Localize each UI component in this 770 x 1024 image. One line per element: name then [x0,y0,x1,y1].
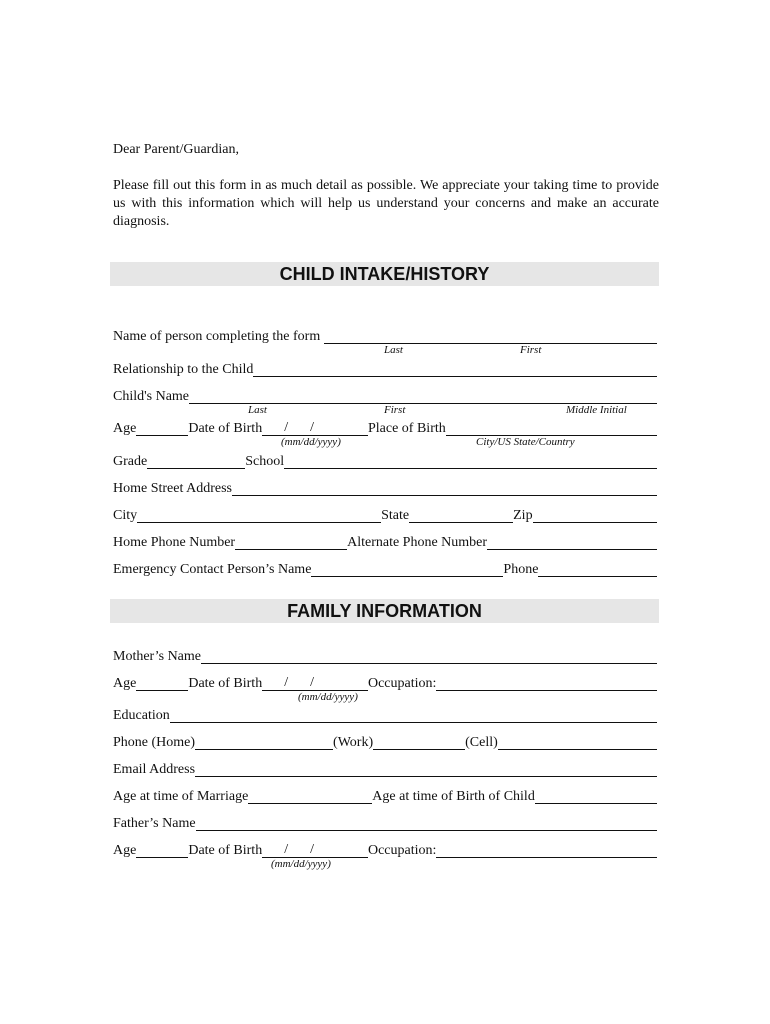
hint-last: Last [384,344,403,356]
dob-day[interactable] [288,676,310,691]
grade-field[interactable] [147,454,245,469]
father-age-field[interactable] [136,843,188,858]
emergency-row [113,559,657,577]
emergency-phone-label: Phone [503,562,539,577]
school-field[interactable] [284,454,657,469]
home-phone-field[interactable] [235,535,347,550]
email-row [113,759,657,777]
hint-father-dob: (mm/dd/yyyy) [271,858,331,870]
mother-occupation-field[interactable] [436,676,657,691]
home-phone-label: Home Phone Number [113,535,236,550]
father-dob-field[interactable]: / / [262,842,368,858]
relationship-row [113,359,657,377]
city-label: City [113,508,138,523]
alt-phone-field[interactable] [487,535,657,550]
intro-paragraph: Please fill out this form in as much detail as possible. We appreciate your taking time to provide us with this information which will help us understand your concerns and make an accurate diagnosis. [113,178,659,229]
mother-phones-row [113,732,657,750]
father-name-label: Father’s Name [113,816,196,831]
child-name-label: Child's Name [113,389,190,404]
mother-dob-label: Date of Birth [188,676,263,691]
state-label: State [381,508,410,523]
mother-dob-field[interactable]: / / [262,675,368,691]
child-name-row [113,386,657,404]
email-label: Email Address [113,762,196,777]
hint-mother-dob: (mm/dd/yyyy) [298,691,358,703]
cell-field[interactable] [498,735,657,750]
child-age-field[interactable] [136,421,188,436]
age-birth-field[interactable] [535,789,657,804]
mother-name-field[interactable] [201,649,657,664]
age-birth-label: Age at time of Birth of Child [372,789,535,804]
relationship-field[interactable] [253,362,657,377]
place-of-birth-field[interactable] [446,421,657,436]
child-dob-label: Date of Birth [188,421,263,436]
father-age-label: Age [113,843,137,858]
dob-month[interactable] [262,843,284,858]
child-intake-heading: CHILD INTAKE/HISTORY [110,262,659,286]
emergency-field[interactable] [311,562,503,577]
mother-name-row [113,646,657,664]
dob-year[interactable] [314,843,368,858]
education-label: Education [113,708,170,723]
phone-home-field[interactable] [195,735,333,750]
greeting: Dear Parent/Guardian, [113,142,239,157]
dob-year[interactable] [314,676,368,691]
father-name-field[interactable] [196,816,657,831]
city-field[interactable] [137,508,381,523]
grade-school-row [113,451,657,469]
family-info-heading: FAMILY INFORMATION [110,599,659,623]
education-field[interactable] [170,708,657,723]
mother-name-label: Mother’s Name [113,649,201,664]
child-name-field[interactable] [189,389,657,404]
phones-row [113,532,657,550]
completing-person-field[interactable] [324,329,657,344]
city-state-zip-row [113,505,657,523]
street-row [113,478,657,496]
age-marriage-field[interactable] [248,789,372,804]
alt-phone-label: Alternate Phone Number [347,535,488,550]
place-of-birth-label: Place of Birth [367,421,446,436]
email-field[interactable] [195,762,657,777]
dob-day[interactable] [288,843,310,858]
street-field[interactable] [232,481,657,496]
work-field[interactable] [373,735,465,750]
work-label: (Work) [333,735,374,750]
mother-age-row [113,673,657,691]
child-dob-field[interactable]: / / [262,420,368,436]
child-age-label: Age [113,421,137,436]
father-occupation-field[interactable] [436,843,657,858]
dob-month[interactable] [262,421,284,436]
dob-day[interactable] [288,421,310,436]
street-label: Home Street Address [113,481,232,496]
mother-age-field[interactable] [136,676,188,691]
hint-child-last: Last [248,404,267,416]
zip-label: Zip [513,508,533,523]
state-field[interactable] [409,508,513,523]
mother-occupation-label: Occupation: [367,676,437,691]
completing-person-label: Name of person completing the form [113,329,321,344]
completing-person-row [113,326,657,344]
marriage-ages-row [113,786,657,804]
father-age-row [113,840,657,858]
father-name-row [113,813,657,831]
hint-middle-initial: Middle Initial [566,404,627,416]
age-marriage-label: Age at time of Marriage [113,789,249,804]
dob-year[interactable] [314,421,368,436]
school-label: School [245,454,285,469]
mother-age-label: Age [113,676,137,691]
cell-label: (Cell) [465,735,498,750]
father-dob-label: Date of Birth [188,843,263,858]
phone-home-label: Phone (Home) [113,735,196,750]
emergency-label: Emergency Contact Person’s Name [113,562,312,577]
relationship-label: Relationship to the Child [113,362,254,377]
hint-first: First [520,344,542,356]
hint-child-dob: (mm/dd/yyyy) [281,436,341,448]
grade-label: Grade [113,454,148,469]
hint-child-first: First [384,404,406,416]
emergency-phone-field[interactable] [538,562,657,577]
father-occupation-label: Occupation: [367,843,437,858]
zip-field[interactable] [533,508,657,523]
dob-month[interactable] [262,676,284,691]
hint-place: City/US State/Country [476,436,575,448]
education-row [113,705,657,723]
child-age-dob-row [113,418,657,436]
